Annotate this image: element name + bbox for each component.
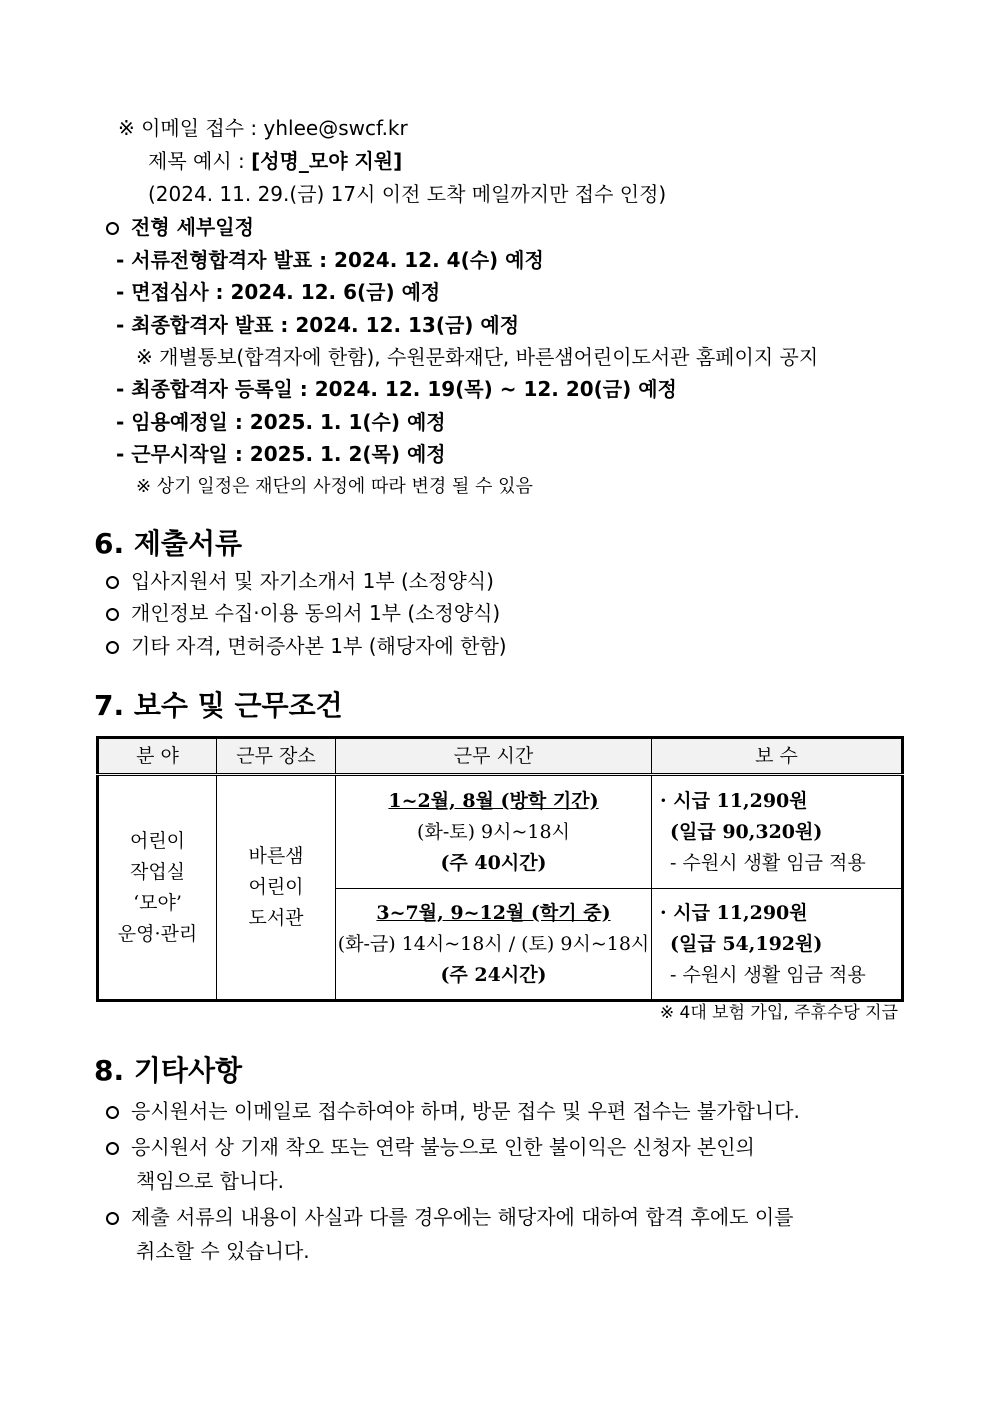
period-hours: (화-금) 14시~18시 / (토) 9시~18시 [337,932,650,955]
field-cell [98,775,217,1001]
hours-cell [336,889,652,1001]
table-row [98,775,903,889]
place-line: 바른샘 [248,845,304,867]
header-place: 근무 장소 [217,738,336,775]
header-field: 분 야 [98,738,217,775]
period-weekly: (주 24시간) [440,963,547,986]
circle-bullet-icon [106,576,119,589]
circle-bullet-icon [106,608,119,621]
daily-pay: (일급 90,320원) [670,820,823,843]
circle-bullet-icon [106,1212,119,1225]
schedule-heading-text: 전형 세부일정 [131,215,254,239]
email-line: ※ 이메일 접수 : yhlee@swcf.kr [118,116,408,140]
hourly-pay: · 시급 11,290원 [660,901,808,924]
pay-note: - 수원시 생활 임금 적용 [670,963,866,986]
circle-bullet-icon [106,1142,119,1155]
pay-cell [652,889,903,1001]
circle-bullet-icon [106,1106,119,1119]
list-item [106,633,507,659]
header-pay: 보 수 [652,738,903,775]
place-cell [217,775,336,1001]
list-item [106,600,500,626]
subject-example [148,148,402,174]
field-line: 어린이 [129,829,186,852]
list-item-text: 개인정보 수집·이용 동의서 1부 (소정양식) [131,601,501,625]
pay-table [96,736,904,1002]
section-6-title: 6. 제출서류 [94,527,243,560]
list-item-text: 응시원서는 이메일로 접수하여야 하며, 방문 접수 및 우편 접수는 불가합니다. [131,1099,800,1123]
list-item [106,1098,800,1124]
place-line: 어린이 [248,876,304,898]
table-header-row [98,738,903,775]
schedule-item: - 임용예정일 : 2025. 1. 1(수) 예정 [116,410,446,434]
pay-note: - 수원시 생활 임금 적용 [670,851,866,874]
schedule-item: - 면접심사 : 2024. 12. 6(금) 예정 [116,280,441,304]
pay-cell [652,775,903,889]
circle-bullet-icon [106,222,119,235]
schedule-heading [106,214,254,240]
table-note: ※ 4대 보험 가입, 주휴수당 지급 [659,1003,898,1023]
list-item-text: 기타 자격, 면허증사본 1부 (해당자에 한함) [131,634,507,658]
list-item-continuation: 취소할 수 있습니다. [136,1239,310,1263]
field-line: ‘모야’ [133,891,182,914]
list-item-text: 입사지원서 및 자기소개서 1부 (소정양식) [131,569,494,593]
schedule-note: ※ 개별통보(합격자에 한함), 수원문화재단, 바른샘어린이도서관 홈페이지 공지 [136,345,819,369]
schedule-item: - 근무시작일 : 2025. 1. 2(목) 예정 [116,442,446,466]
list-item-text: 응시원서 상 기재 착오 또는 연락 불능으로 인한 불이익은 신청자 본인의 [131,1135,755,1159]
list-item-continuation: 책임으로 합니다. [136,1169,284,1193]
subject-value: [성명_모야 지원] [251,149,403,173]
daily-pay: (일급 54,192원) [670,932,823,955]
section-8-title: 8. 기타사항 [94,1054,243,1087]
schedule-item: - 서류전형합격자 발표 : 2024. 12. 4(수) 예정 [116,248,544,272]
header-hours: 근무 시간 [336,738,652,775]
list-item [106,1204,794,1230]
field-line: 작업실 [129,860,186,883]
period-hours: (화-토) 9시~18시 [417,820,570,843]
place-line: 도서관 [248,907,304,929]
circle-bullet-icon [106,641,119,654]
schedule-note: ※ 상기 일정은 재단의 사정에 따라 변경 될 수 있음 [136,476,533,497]
field-line: 운영·관리 [117,922,198,945]
list-item [106,568,494,594]
deadline-note: (2024. 11. 29.(금) 17시 이전 도착 메일까지만 접수 인정) [148,182,667,206]
period-title: 1~2월, 8월 (방학 기간) [388,789,599,812]
subject-label: 제목 예시 : [148,149,252,173]
list-item-text: 제출 서류의 내용이 사실과 다를 경우에는 해당자에 대하여 합격 후에도 이를 [131,1205,794,1229]
hourly-pay: · 시급 11,290원 [660,789,808,812]
section-7-title: 7. 보수 및 근무조건 [94,689,343,722]
schedule-item: - 최종합격자 발표 : 2024. 12. 13(금) 예정 [116,313,520,337]
hours-cell [336,775,652,889]
period-weekly: (주 40시간) [440,851,547,874]
period-title: 3~7월, 9~12월 (학기 중) [376,901,611,924]
list-item [106,1134,755,1160]
schedule-item: - 최종합격자 등록일 : 2024. 12. 19(목) ~ 12. 20(금) 예정 [116,377,677,401]
